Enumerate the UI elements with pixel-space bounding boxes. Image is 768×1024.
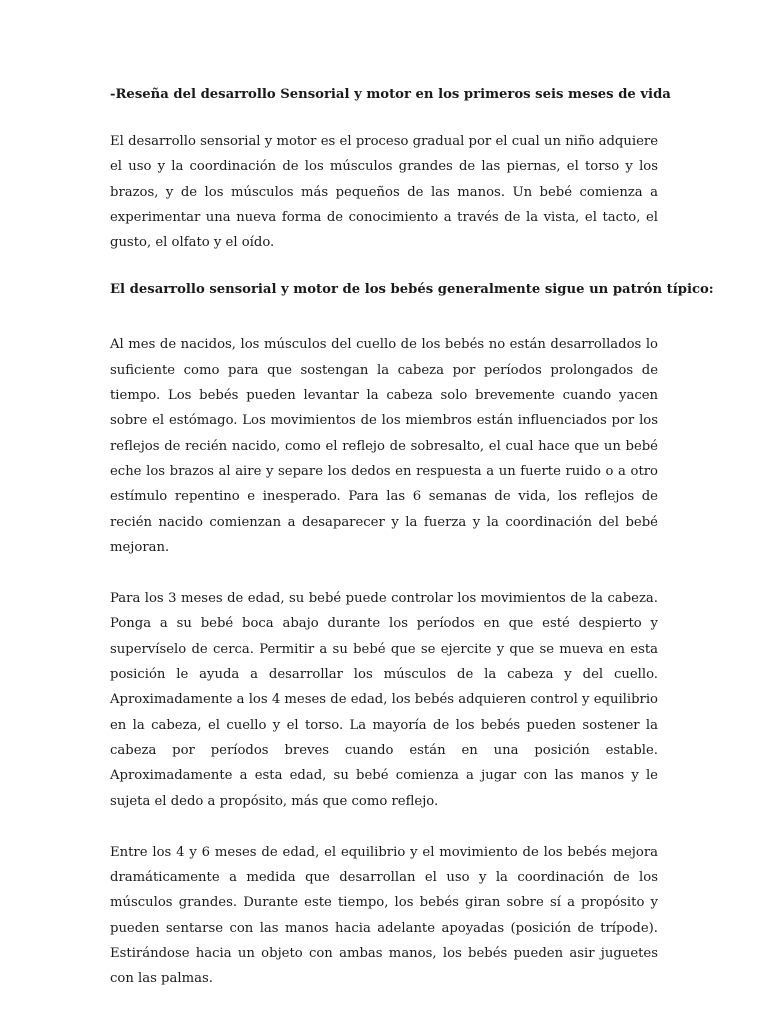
section-subheading: El desarrollo sensorial y motor de los bebés generalmente sigue un patrón típico: xyxy=(110,282,714,298)
intro-paragraph: El desarrollo sensorial y motor es el proceso gradual por el cual un niño adquiere el uso y la coordinación de los músculos grandes de las piernas, el torso y los brazos, y de los músculos más pequeños de las manos. Un bebé comienza a experimentar una nueva forma de conocimiento a través de la vista, el tacto, el gusto, el olfato y el oído. xyxy=(110,134,658,251)
paragraph-three-months: Para los 3 meses de edad, su bebé puede controlar los movimientos de la cabeza. Ponga a su bebé boca abajo durante los períodos en que esté despierto y supervíselo de cerca. Permitir a su bebé que se ejercite y que se mueva en esta posición le ayuda a desarrollar los músculos de la cabeza y del cuello. Aproximadamente a los 4 meses de edad, los bebés adquieren control y equilibrio en la cabeza, el cuello y el torso. La mayoría de los bebés pueden sostener la cabeza por períodos breves cuando están en una posición estable. Aproximadamente a esta edad, su bebé comienza a jugar con las manos y le sujeta el dedo a propósito, más que como reflejo. xyxy=(110,591,658,809)
document-body xyxy=(110,82,714,1018)
paragraph-four-to-six-months: Entre los 4 y 6 meses de edad, el equilibrio y el movimiento de los bebés mejora dramáticamente a medida que desarrollan el uso y la coordinación de los músculos grandes. Durante este tiempo, los bebés giran sobre sí a propósito y pueden sentarse con las manos hacia adelante apoyadas (posición de trípode). Estirándose hacia un objeto con ambas manos, los bebés pueden asir juguetes con las palmas. xyxy=(110,844,658,987)
document-title: -Reseña del desarrollo Sensorial y motor en los primeros seis meses de vida xyxy=(110,87,671,102)
paragraph-first-month: Al mes de nacidos, los músculos del cuello de los bebés no están desarrollados lo suficiente como para que sostengan la cabeza por períodos prolongados de tiempo. Los bebés pueden levantar la cabeza solo brevemente cuando yacen sobre el estómago. Los movimientos de los miembros están influenciados por los reflejos de recién nacido, como el reflejo de sobresalto, el cual hace que un bebé eche los brazos al aire y separe los dedos en respuesta a un fuerte ruido o a otro estímulo repentino e inesperado. Para las 6 semanas de vida, los reflejos de recién nacido comienzan a desaparecer y la fuerza y la coordinación del bebé mejoran. xyxy=(110,337,658,555)
